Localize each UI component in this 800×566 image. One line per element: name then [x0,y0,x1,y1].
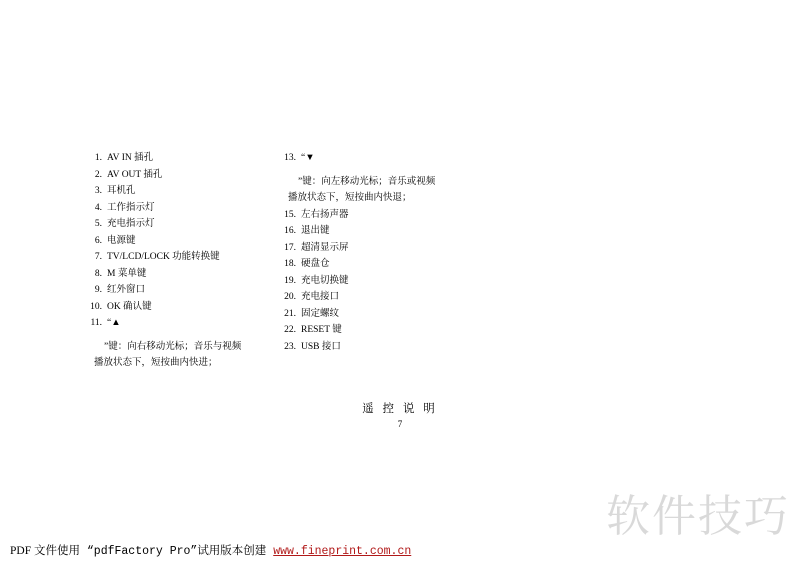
right-continuation-line-2: 播放状态下，短按曲内快退； [288,193,412,203]
list-item [80,249,280,266]
list-item [80,167,280,184]
watermark: 软件技巧 [606,491,790,542]
list-item-number: 6. [94,235,102,246]
list-item-label: 硬盘仓 [301,259,330,269]
right-column [274,150,474,355]
list-item-label: USB 接口 [301,341,341,352]
list-item-number: 4. [94,202,102,213]
pdf-footer-suffix: 试用版本创建 [197,545,267,557]
list-item [80,150,280,167]
list-item-label: 左右扬声器 [301,209,349,220]
list-item [80,315,280,332]
list-item [274,256,474,273]
section-title: 遥 控 说 明 [362,403,438,415]
list-item-label: OK 确认键 [107,301,152,312]
right-continuation-line-1: ”键：向左移动光标；音乐或视频 [298,176,436,187]
list-item [274,273,474,290]
list-item-number: 11. [90,318,102,328]
list-item-number: 17. [284,242,296,253]
list-item-label: 充电接口 [301,292,340,302]
list-item-label: 红外窗口 [107,285,146,295]
list-item-label: RESET 键 [301,325,342,335]
list-item [274,322,474,339]
list-item [274,207,474,224]
list-item-label: “▼ [301,153,315,163]
left-column [80,150,280,372]
list-item-number: 5. [94,219,102,229]
left-continuation-line-1: ”键：向右移动光标；音乐与视频 [104,341,242,352]
list-item-number: 19. [284,275,296,286]
list-item-number: 7. [94,252,102,262]
list-item-label: 充电指示灯 [107,219,155,229]
list-item-label: TV/LCD/LOCK 功能转换键 [107,252,220,262]
list-item-label: 充电切换键 [301,275,349,286]
page-number: 7 [397,419,403,429]
left-continuation-line-2: 播放状态下，短按曲内快进； [94,358,218,368]
list-item-number: 8. [94,268,102,279]
list-item [80,266,280,283]
list-item [80,216,280,233]
list-item [274,306,474,323]
list-item-label: “▲ [107,318,121,328]
list-item-label: 退出键 [301,226,330,236]
list-item-number: 2. [94,169,102,180]
list-item [80,233,280,250]
list-item-number: 21. [284,308,296,319]
list-item [274,150,474,167]
list-item-label: 超清显示屏 [301,242,349,253]
list-item-label: 耳机孔 [107,186,136,196]
pdf-footer-link[interactable]: www.fineprint.com.cn [273,545,412,558]
list-item-number: 23. [284,341,296,352]
pdf-footer-banner [10,542,411,558]
list-item [80,183,280,200]
list-item [274,240,474,257]
list-item [274,339,474,356]
list-item-label: M 菜单键 [107,268,147,279]
list-item-number: 9. [94,285,102,295]
list-item-number: 3. [94,186,102,196]
list-item-label: AV OUT 插孔 [107,169,163,180]
list-item-number: 22. [284,325,296,335]
list-item-number: 1. [94,153,102,163]
list-item-number: 10. [90,301,102,312]
pdf-footer-product: “pdfFactory Pro” [86,545,198,558]
list-item [274,223,474,240]
list-item-number: 18. [284,259,296,269]
list-item-label: 固定螺纹 [301,308,340,319]
list-item [274,289,474,306]
list-item-label: AV IN 插孔 [107,153,154,163]
list-item-number: 13. [284,153,296,163]
list-item-number: 16. [284,226,296,236]
list-item-number: 15. [284,209,296,220]
list-item-label: 工作指示灯 [107,202,155,213]
list-item [80,299,280,316]
list-item-label: 电源键 [107,235,136,246]
list-item [80,200,280,217]
list-item [80,282,280,299]
list-item-number: 20. [284,292,296,302]
pdf-footer-prefix: PDF 文件使用 [10,545,80,557]
